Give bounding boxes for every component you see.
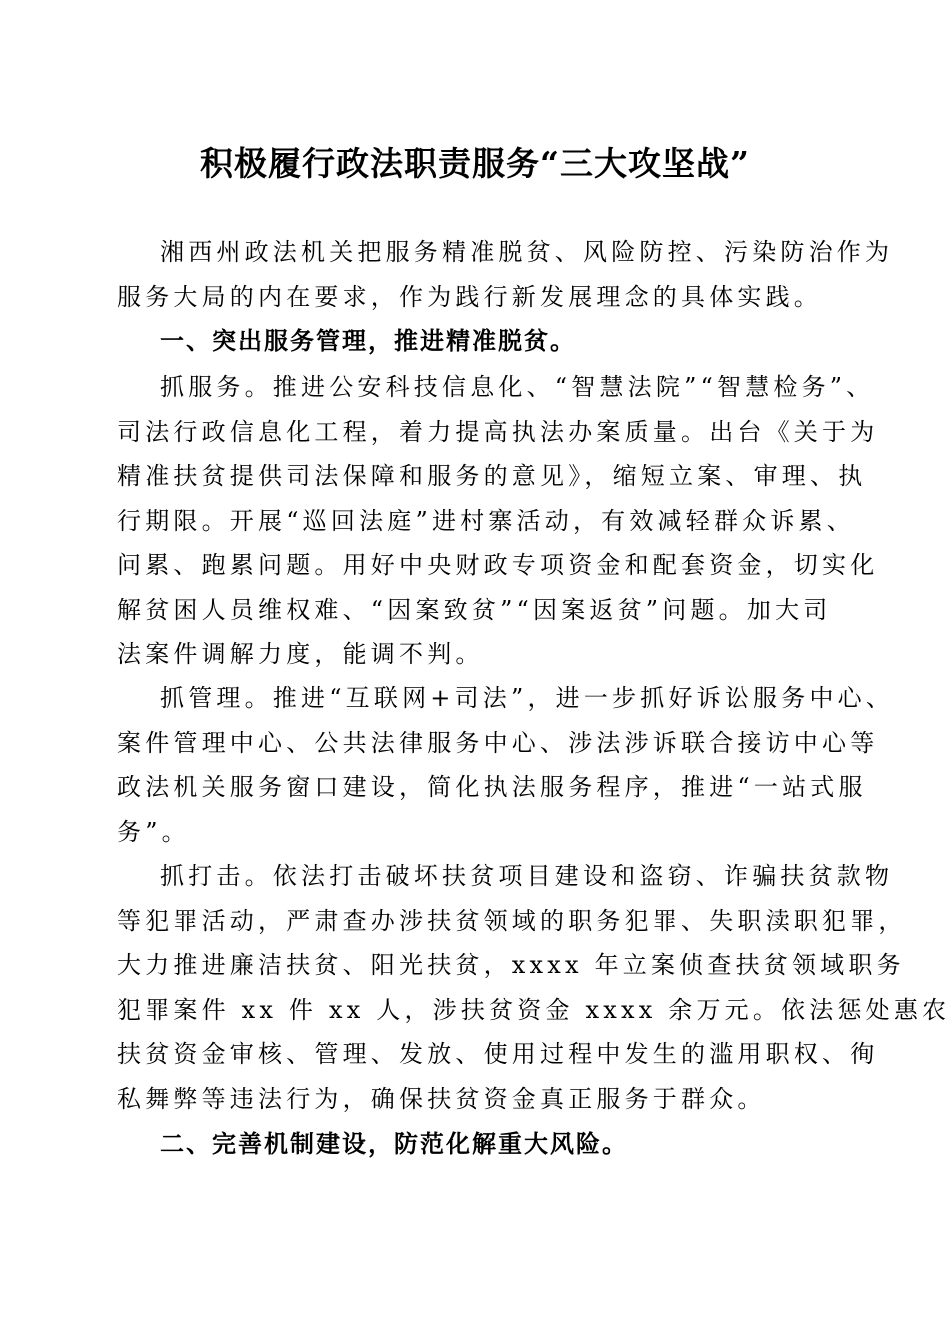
section-heading-2 <box>117 1122 837 1167</box>
text-line: 问累、跑累问题。用好中央财政专项资金和配套资金，切实化 <box>117 551 879 579</box>
crackdown-paragraph <box>117 854 950 1121</box>
service-paragraph <box>117 365 879 677</box>
text-line: 司法行政信息化工程，着力提高执法办案质量。出台《关于为 <box>117 417 879 446</box>
text-line: 行期限。开展“巡回法庭”进村寨活动，有效减轻群众诉累、 <box>117 506 855 535</box>
text-line: 扶贫资金审核、管理、发放、使用过程中发生的滥用职权、徇 <box>117 1040 879 1068</box>
heading-text: 二、完善机制建设，防范化解重大风险。 <box>160 1130 628 1158</box>
text-line: 案件管理中心、公共法律服务中心、涉法涉诉联合接访中心等 <box>117 728 879 757</box>
text-line: 法案件调解力度，能调不判。 <box>117 640 484 668</box>
text-line: 抓打击。依法打击破坏扶贫项目建设和盗窃、诈骗扶贫款物 <box>160 862 894 890</box>
text-line: 务”。 <box>117 817 190 846</box>
text-line: 抓管理。推进“互联网+司法”，进一步抓好诉讼服务中心、 <box>160 684 895 712</box>
text-line: 解贫困人员维权难、“因案致贫”“因案返贫”问题。加大司 <box>117 595 832 624</box>
text-line: 犯罪案件 xx 件 xx 人，涉扶贫资金 xxxx 余万元。依法惩处惠农 <box>117 995 950 1024</box>
text-line: 精准扶贫提供司法保障和服务的意见》，缩短立案、审理、执 <box>117 462 867 490</box>
management-paragraph <box>117 676 895 854</box>
text-line: 湘西州政法机关把服务精准脱贫、风险防控、污染防治作为 <box>160 238 894 266</box>
heading-text: 一、突出服务管理，推进精准脱贫。 <box>160 327 576 355</box>
text-line: 等犯罪活动，严肃查办涉扶贫领域的职务犯罪、失职渎职犯罪， <box>117 906 907 935</box>
text-line: 抓服务。推进公安科技信息化、“智慧法院”“智慧检务”、 <box>160 373 875 401</box>
intro-paragraph <box>117 230 894 319</box>
text-line: 政法机关服务窗口建设，简化执法服务程序，推进“一站式服 <box>117 773 867 801</box>
document-title: 积极履行政法职责服务“三大攻坚战” <box>200 144 750 183</box>
section-heading-1 <box>117 319 837 364</box>
text-line: 大力推进廉洁扶贫、阳光扶贫，xxxx 年立案侦查扶贫领域职务 <box>117 951 905 979</box>
text-line: 私舞弊等违法行为，确保扶贫资金真正服务于群众。 <box>117 1084 766 1113</box>
text-line: 服务大局的内在要求，作为践行新发展理念的具体实践。 <box>117 282 822 311</box>
